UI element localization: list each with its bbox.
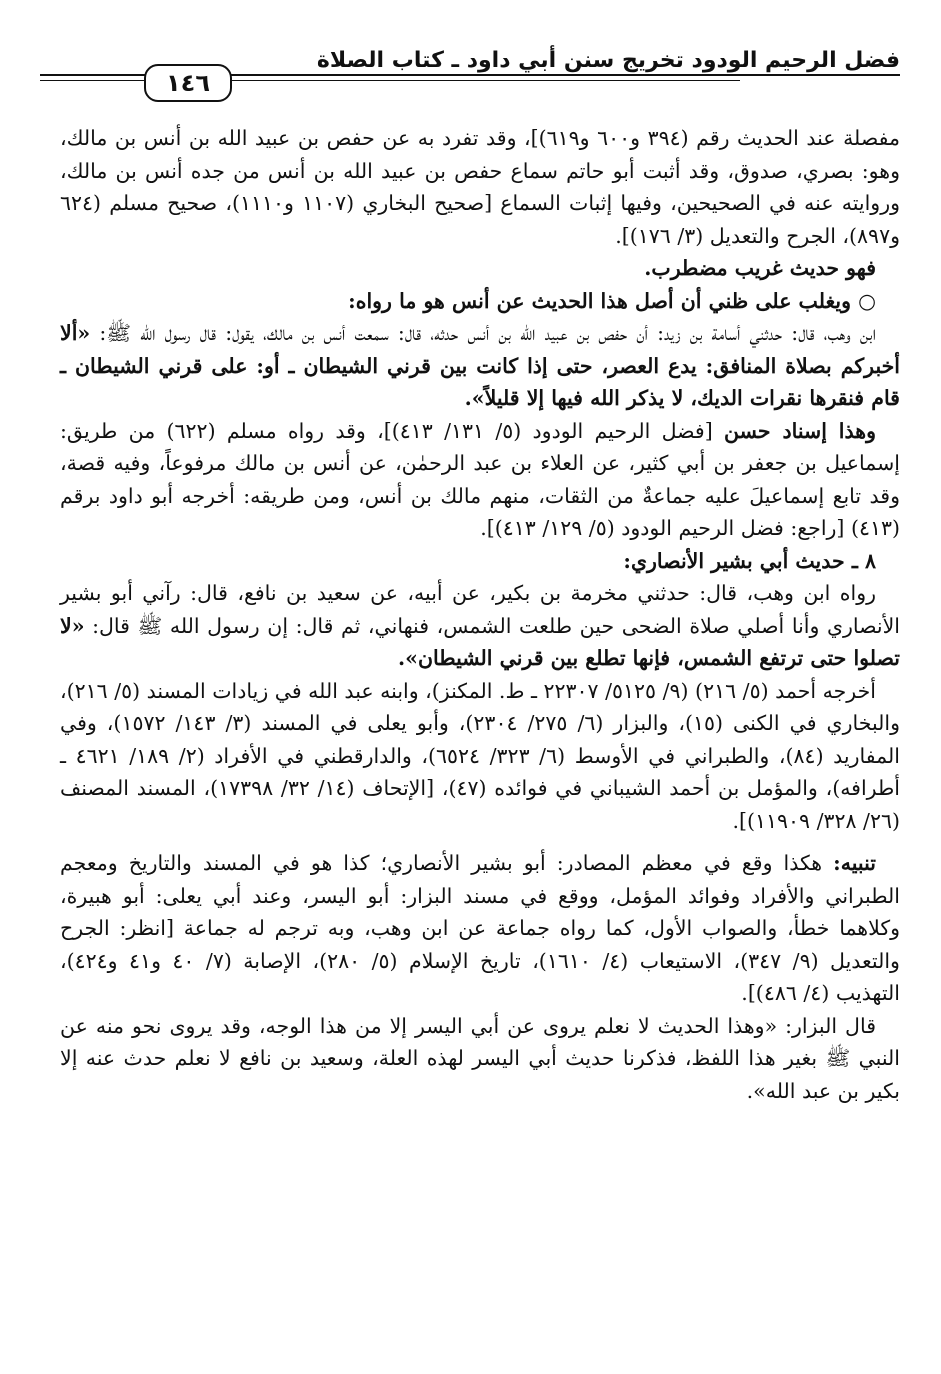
running-title: فضل الرحيم الودود تخريج سنن أبي داود ـ كتاب الصلاة — [316, 48, 900, 73]
paragraph-1: مفصلة عند الحديث رقم (٣٩٤ و٦٠٠ و٦١٩)]، وقد تفرد به عن حفص بن عبيد الله بن أنس بن مالك، وهو: بصري، صدوق، وقد أثبت أبو حاتم سماع حفص بن عبيد الله بن أنس من جده أنس بن مالك، وروايته عنه في الصحيحين، وفيها إثبات السماع [صحيح البخاري (١١٠٧ و١١١٠)، صحيح مسلم (٦٢٤ و٨٩٧)، الجرح والتعديل (٣/ ١٧٦)]. — [60, 126, 901, 248]
paragraph-4-text: ابن وهب، قال: حدثني أسامة بن زيد: أن حفص بن عبيد الله بن أنس حدثه، قال: سمعت أنس بن مالك، يقول: قال رسول الله ﷺ: — [90, 321, 876, 345]
paragraph-10: قال البزار: «وهذا الحديث لا نعلم يروى عن أبي اليسر إلا من هذا الوجه، وقد يروى نحو منه عن النبي ﷺ بغير هذا اللفظ، فذكرنا حديث أبي اليسر لهذه العلة، وسعيد بن نافع لا نعلم حدث عنه إلا بكير بن عبد الله». — [60, 1013, 900, 1103]
hadith-quote-1: «ألا أخبركم بصلاة المنافق: يدع العصر، حتى إذا كانت بين قرني الشيطان ـ أو: على قرني الشيطان ـ قام فنقرها نقرات الديك، لا يذكر الله فيها إلا قليلاً». — [60, 321, 900, 410]
paragraph-5-text: [فضل الرحيم الودود (٥/ ١٣١/ ٤١٣)]، وقد رواه مسلم (٦٢٢) من طريق: إسماعيل بن جعفر بن أبي كثير، عن العلاء بن عبد الرحمٰن، عن أنس بن مالك مرفوعاً، وفيه قصة، وقد تابع إسماعيلَ عليه جماعةٌ من الثقات، منهم مالك بن أنس، ومن طريقه: أخرجه أبو داود برقم (٤١٣) [راجع: فضل الرحيم الودود (٥/ ١٢٩/ ٤١٣)]. — [60, 418, 900, 540]
paragraph-4 — [60, 317, 900, 415]
isnad-ruling: وهذا إسناد حسن — [723, 418, 876, 443]
section-heading: ٨ ـ حديث أبي بشير الأنصاري: — [623, 548, 876, 573]
paragraph-9-text: هكذا وقع في معظم المصادر: أبو بشير الأنصاري؛ كذا هو في المسند والتاريخ ومعجم الطبراني والأفراد وفوائد المؤمل، ووقع في مسند البزار: أبو اليسر، وعند أبي يعلى: أبو هبيرة، وكلاهما خطأ، والصواب الأول، كما رواه جماعة عن ابن وهب، وبه ترجم له جماعة [انظر: الجرح والتعديل (٩/ ٣٤٧)، الاستيعاب (٤/ ١٦١٠)، تاريخ الإسلام (٥/ ٢٨٠)، الإصابة (٧/ ٤٠ و٤١ و٤٢٤)، التهذيب (٤/ ٤٨٦)]. — [60, 851, 900, 1005]
page-body — [60, 122, 900, 1107]
paragraph-7-text: رواه ابن وهب، قال: حدثني مخرمة بن بكير، عن أبيه، عن سعيد بن نافع، قال: رآني أبو بشير الأنصاري وأنا أصلي صلاة الضحى حين طلعت الشمس، فنهاني، ثم قال: إن رسول الله ﷺ قال: — [60, 581, 900, 638]
note-label: تنبيه: — [833, 851, 876, 875]
paragraph-7 — [60, 577, 900, 675]
paragraph-3: ○ ويغلب على ظني أن أصل هذا الحديث عن أنس هو ما رواه: — [348, 288, 876, 313]
hadith-quote-2: «لا تصلوا حتى ترتفع الشمس، فإنها تطلع بين قرني الشيطان». — [60, 613, 900, 670]
paragraph-9 — [60, 847, 900, 1010]
paragraph-2: فهو حديث غريب مضطرب. — [644, 256, 876, 280]
page-header — [40, 20, 900, 110]
paragraph-8: أخرجه أحمد (٥/ ٢١٦) (٩/ ٥١٢٥/ ٢٢٣٠٧ ـ ط. المكنز)، وابنه عبد الله في زيادات المسند (٥/ ٢١٦)، والبخاري في الكنى (١٥)، والبزار (٦/ ٢٧٥/ ٢٣٠٤)، وأبو يعلى في المسند (٣/ ١٤٣/ ١٥٧٢)، وفي المفاريد (٨٤)، والطبراني في الأوسط (٦/ ٣٢٣/ ٦٥٢٤)، والدارقطني في الأفراد (٢/ ١٨٩/ ٤٦٢١ ـ أطرافه)، والمؤمل بن أحمد الشيباني في فوائده (٤٧)، [الإتحاف (١٤/ ٣٢/ ١٧٣٩٨)، المسند المصنف (٢٦/ ٣٢٨/ ١١٩٠٩)]. — [60, 678, 900, 833]
page-number: ١٤٦ — [144, 64, 232, 102]
paragraph-5 — [60, 415, 900, 545]
